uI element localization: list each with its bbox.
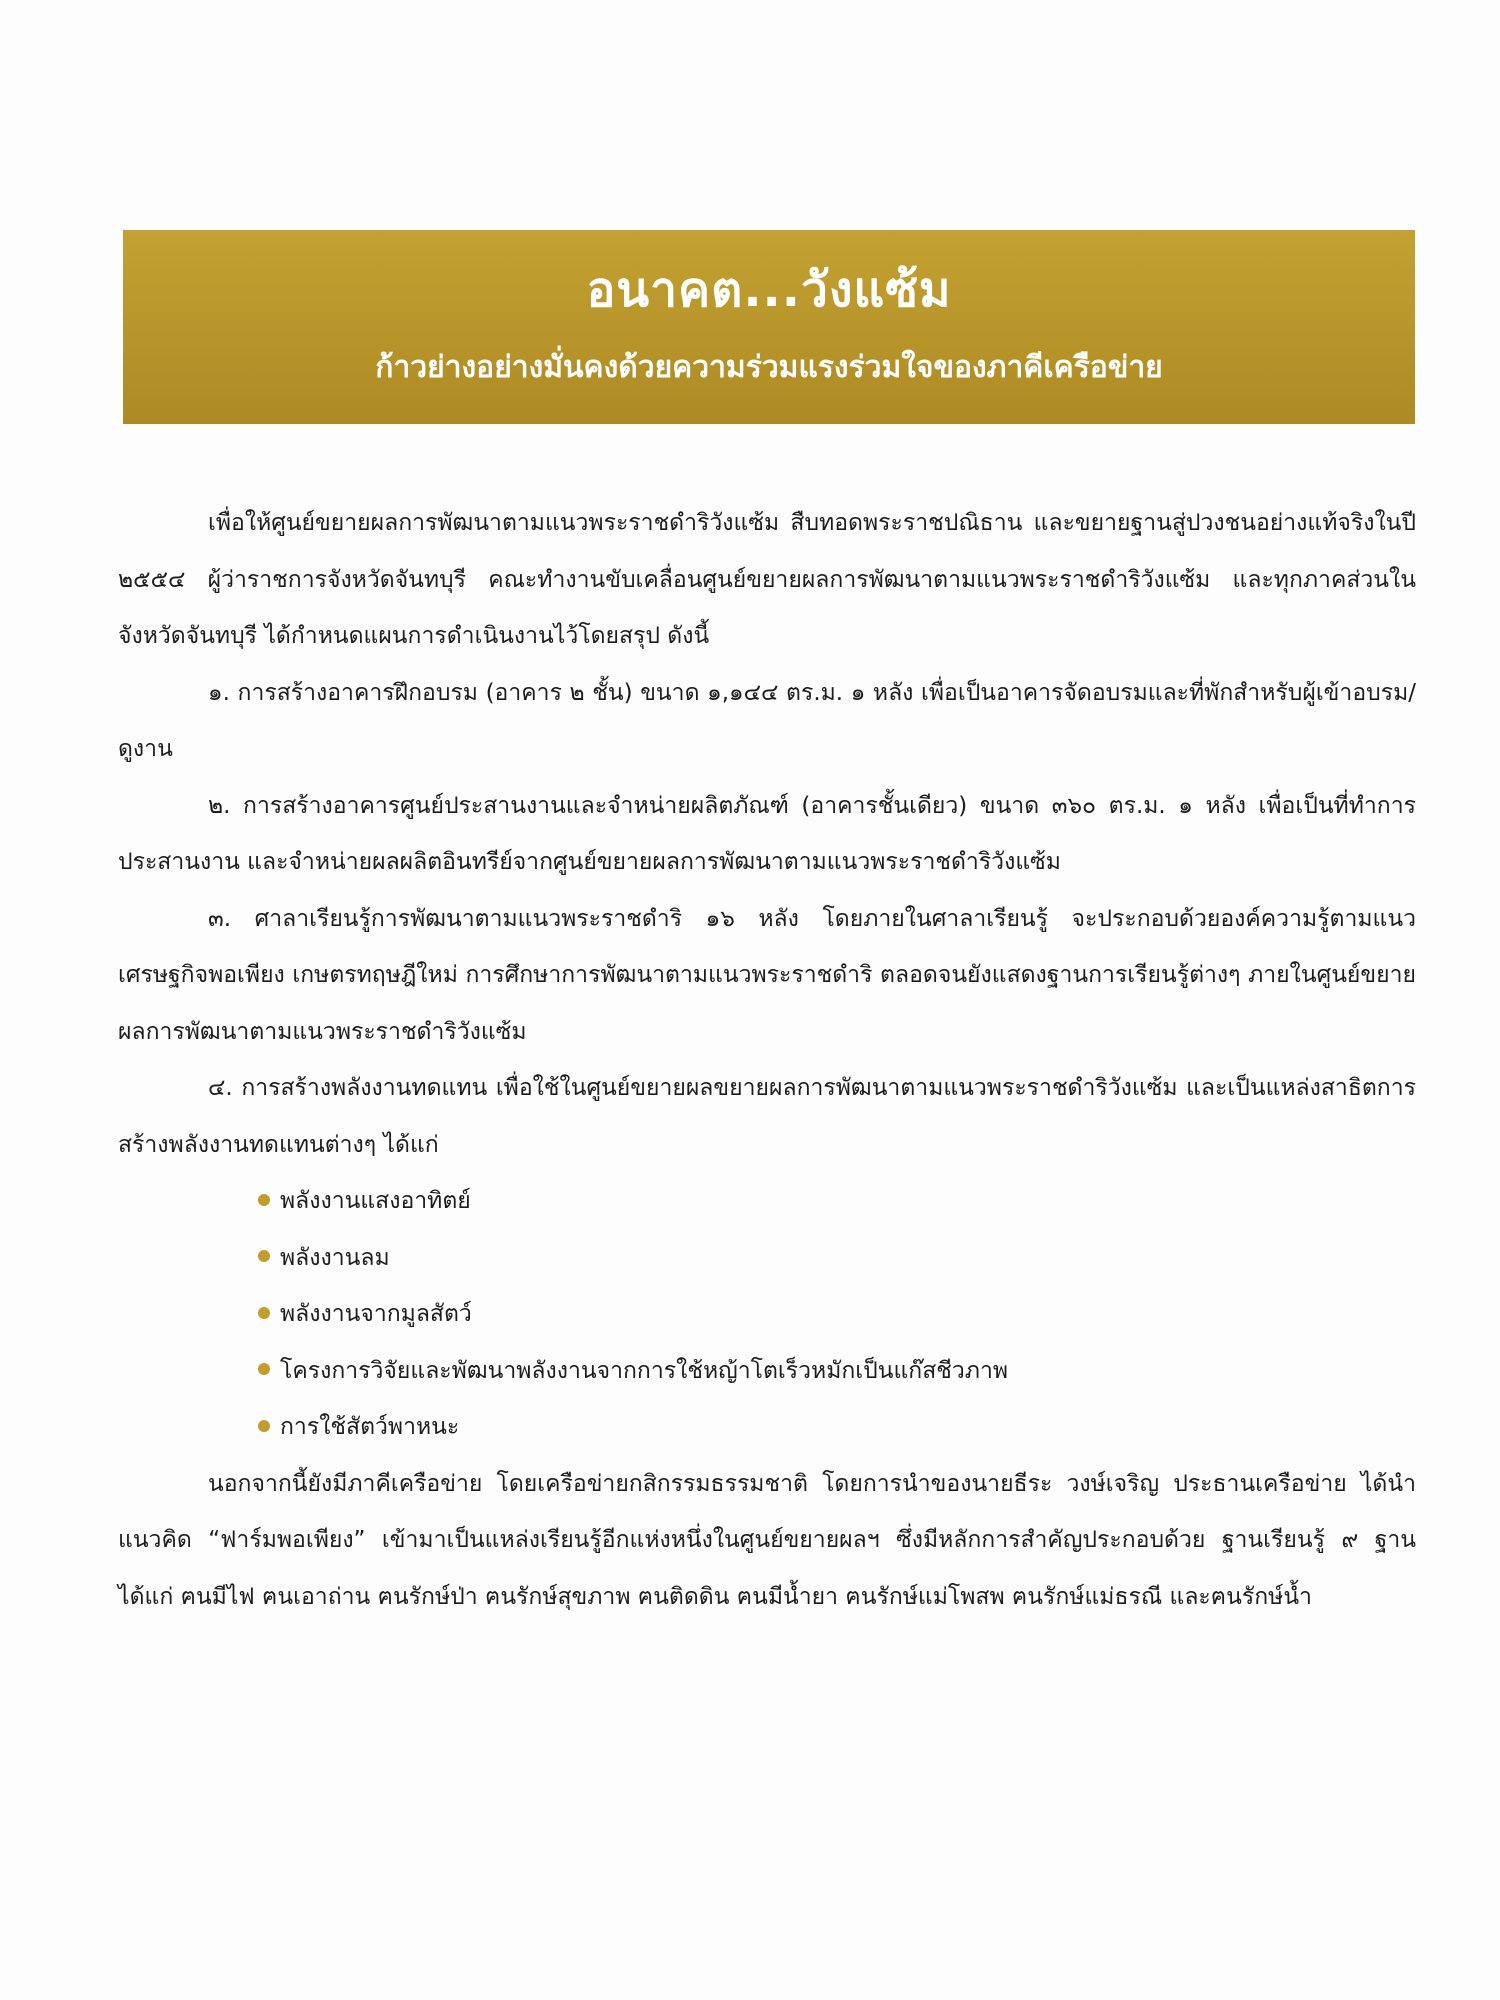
closing-paragraph: นอกจากนี้ยังมีภาคีเครือข่าย โดยเครือข่ายกสิกรรมธรรมชาติ โดยการนำของนายธีระ วงษ์เจริญ ประธานเครือข่าย ได้นำแนวคิด “ฟาร์มพอเพียง” เข้ามาเป็นแหล่งเรียนรู้อีกแห่งหนึ่งในศูนย์ขยายผลฯ ซึ่งมีหลักการสำคัญประกอบด้วย ฐานเรียนรู้ ๙ ฐาน ได้แก่ ฅนมีไฟ ฅนเอาถ่าน ฅนรักษ์ป่า ฅนรักษ์สุขภาพ ฅนติดดิน ฅนมีน้ำยา ฅนรักษ์แม่โพสพ ฅนรักษ์แม่ธรณี และฅนรักษ์น้ำ [118,1470,1416,1610]
bullet-dot-icon [258,1307,270,1319]
page-subtitle: ก้าวย่างอย่างมั่นคงด้วยความร่วมแรงร่วมใจของภาคีเครือข่าย [375,350,1163,385]
intro-paragraph: เพื่อให้ศูนย์ขยายผลการพัฒนาตามแนวพระราชดำริวังแซ้ม สืบทอดพระราชปณิธาน และขยายฐานสู่ปวงชนอย่างแท้จริงในปี ๒๕๕๔ ผู้ว่าราชการจังหวัดจันทบุรี คณะทำงานขับเคลื่อนศูนย์ขยายผลการพัฒนาตามแนวพระราชดำริวังแซ้ม และทุกภาคส่วนในจังหวัดจันทบุรี ได้กำหนดแผนการดำเนินงานไว้โดยสรุป ดังนี้ [118,510,1416,649]
list-item [258,1286,1416,1343]
list-item [258,1230,1416,1287]
list-item [258,1173,1416,1230]
list-item [258,1343,1416,1400]
plan-item-2: ๒. การสร้างอาคารศูนย์ประสานงานและจำหน่ายผลิตภัณฑ์ (อาคารชั้นเดียว) ขนาด ๓๖๐ ตร.ม. ๑ หลัง เพื่อเป็นที่ทำการประสานงาน และจำหน่ายผลผลิตอินทรีย์จากศูนย์ขยายผลการพัฒนาตามแนวพระราชดำริวังแซ้ม [118,792,1416,875]
list-item-label: การใช้สัตว์พาหนะ [280,1414,460,1440]
header-banner [123,230,1415,424]
bullet-dot-icon [258,1194,270,1206]
bullet-dot-icon [258,1250,270,1262]
plan-item-3: ๓. ศาลาเรียนรู้การพัฒนาตามแนวพระราชดำริ ๑๖ หลัง โดยภายในศาลาเรียนรู้ จะประกอบด้วยองค์ความรู้ตามแนวเศรษฐกิจพอเพียง เกษตรทฤษฎีใหม่ การศึกษาการพัฒนาตามแนวพระราชดำริ ตลอดจนยังแสดงฐานการเรียนรู้ต่างๆ ภายในศูนย์ขยายผลการพัฒนาตามแนวพระราชดำริวังแซ้ม [118,905,1416,1045]
list-item-label: พลังงานลม [280,1244,390,1271]
list-item-label: พลังงานแสงอาทิตย์ [280,1188,471,1214]
list-item-label: โครงการวิจัยและพัฒนาพลังงานจากการใช้หญ้าโตเร็วหมักเป็นแก๊สชีวภาพ [280,1357,1009,1384]
bullet-dot-icon [258,1363,270,1375]
page-title: อนาคต...วังแซ้ม [586,262,952,318]
bullet-dot-icon [258,1420,270,1432]
list-item-label: พลังงานจากมูลสัตว์ [280,1301,472,1327]
plan-item-1: ๑. การสร้างอาคารฝึกอบรม (อาคาร ๒ ชั้น) ขนาด ๑,๑๔๔ ตร.ม. ๑ หลัง เพื่อเป็นอาคารจัดอบรมและที่พักสำหรับผู้เข้าอบรม/ดูงาน [118,679,1416,762]
list-item [258,1399,1416,1456]
plan-item-4: ๔. การสร้างพลังงานทดแทน เพื่อใช้ในศูนย์ขยายผลขยายผลการพัฒนาตามแนวพระราชดำริวังแซ้ม และเป็นแหล่งสาธิตการสร้างพลังงานทดแทนต่างๆ ได้แก่ [118,1075,1416,1158]
energy-list [118,1173,1416,1456]
body-text [118,495,1416,1625]
